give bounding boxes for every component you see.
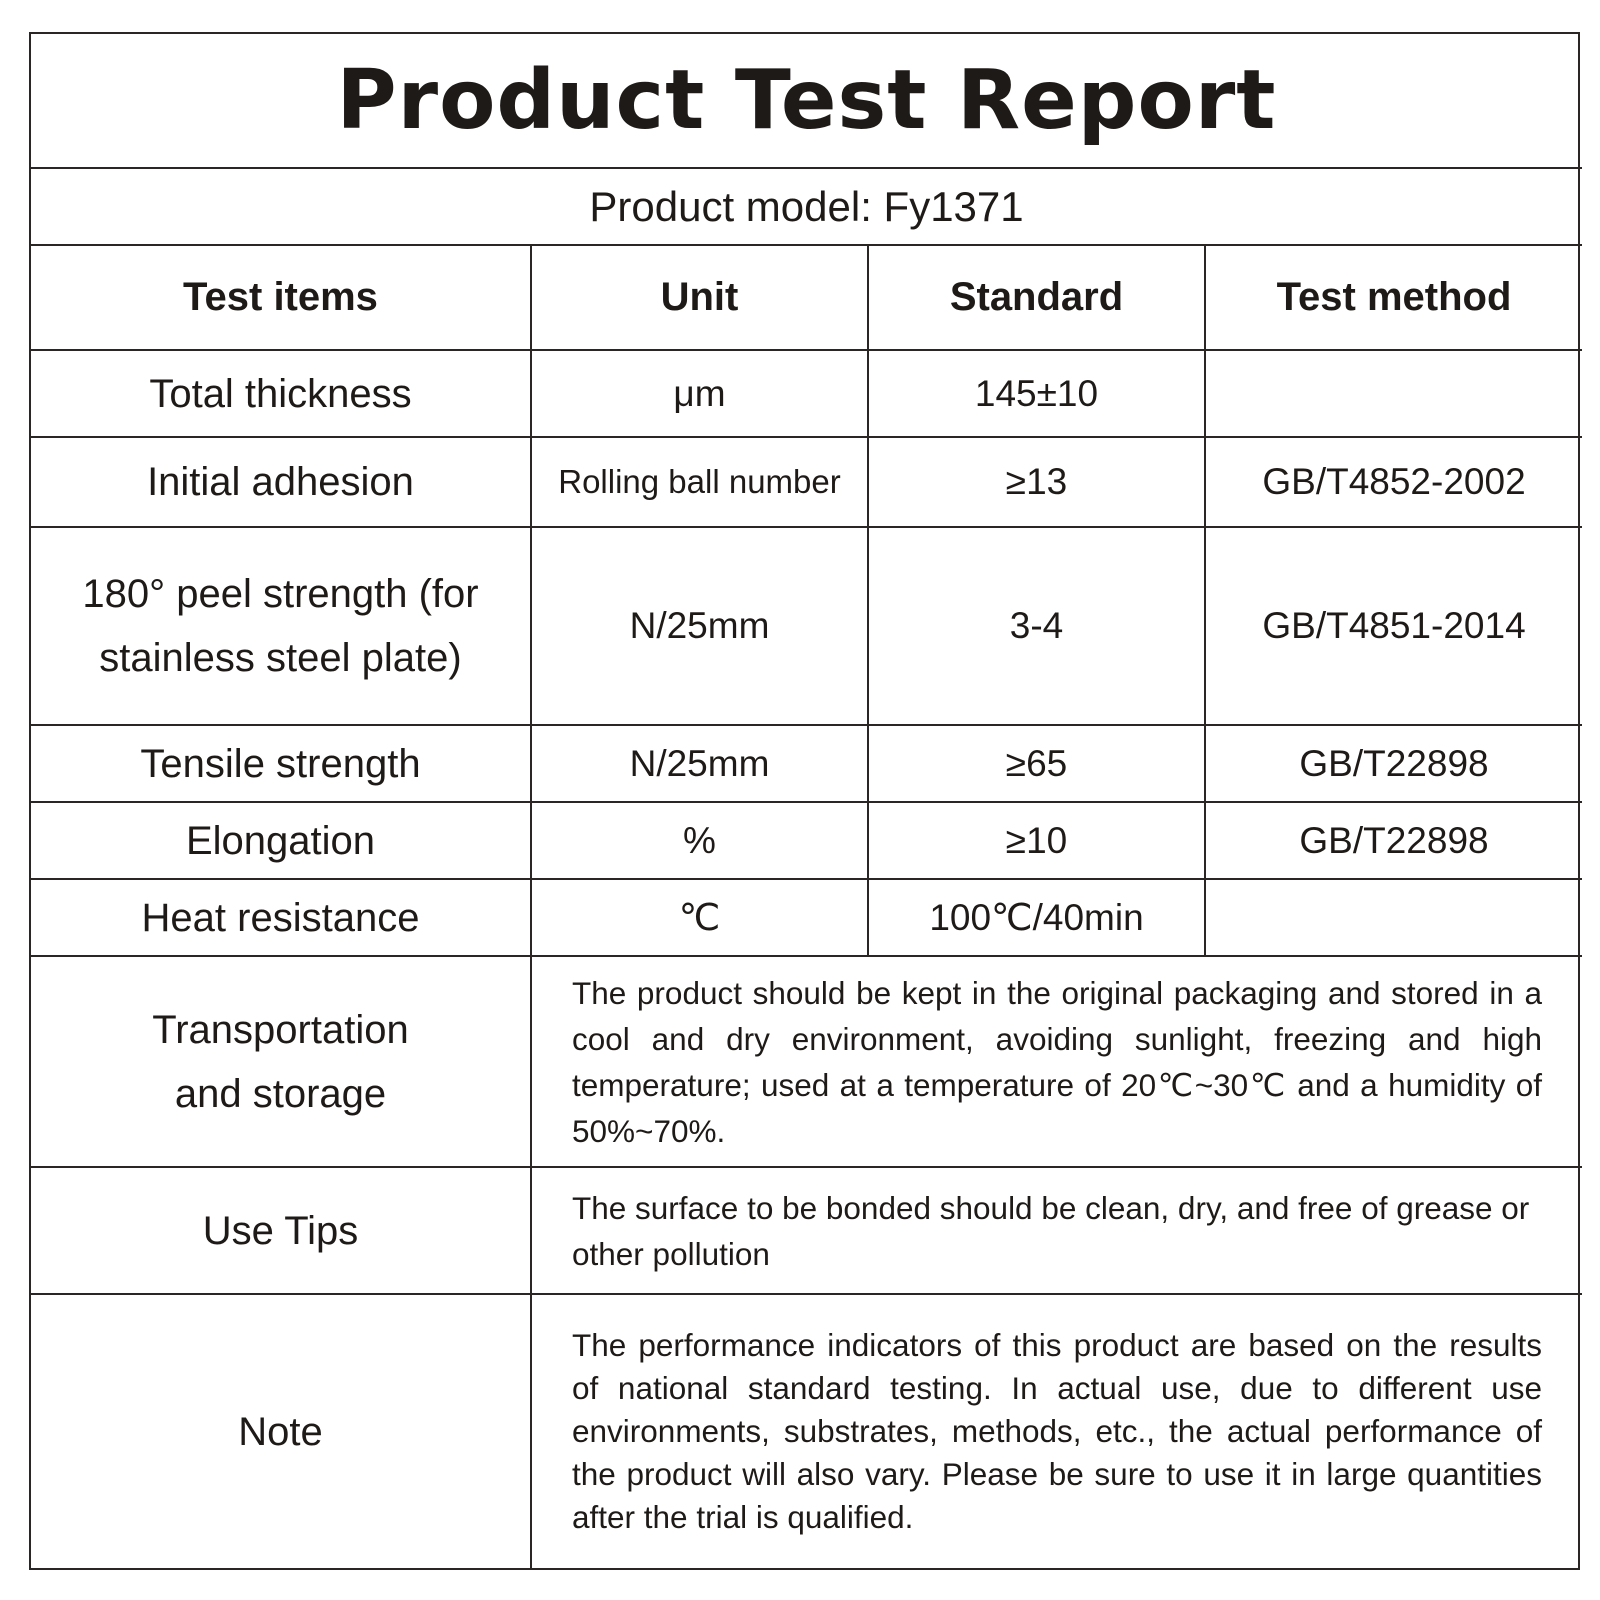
header-test-method: Test method [1205,245,1582,350]
note-label: Note [31,1294,531,1568]
title-row [31,34,1582,168]
header-row [31,245,1582,350]
method-value [1205,879,1582,956]
note-paragraph: The performance indicators of this product are based on the results of national standard testing. In actual use, due to different use environments, substrates, methods, etc., the actual performance of the product will also vary. Please be sure to use it in large quantities after the trial is qualified. [572,1327,1543,1535]
test-item [31,527,531,725]
note-row [31,1294,1582,1568]
test-item-line: stainless steel plate) [99,636,462,680]
storage-label [31,956,531,1167]
note-text [531,1294,1582,1568]
tips-paragraph: The surface to be bonded should be clean, dry, and free of grease or other pollution [572,1189,1530,1272]
table-row [31,725,1582,802]
header-unit: Unit [531,245,868,350]
report-title: Product Test Report [31,34,1582,168]
method-value [1205,350,1582,437]
standard-value: ≥65 [868,725,1205,802]
unit-value: N/25mm [531,725,868,802]
table-row [31,879,1582,956]
test-report-table [29,32,1580,1570]
method-value: GB/T22898 [1205,725,1582,802]
table-row [31,437,1582,527]
product-model: Product model: Fy1371 [31,168,1582,245]
storage-row [31,956,1582,1167]
standard-value: ≥13 [868,437,1205,527]
tips-label: Use Tips [31,1167,531,1294]
method-value: GB/T4852-2002 [1205,437,1582,527]
test-item: Heat resistance [31,879,531,956]
storage-label-line: and storage [174,1071,387,1116]
standard-value: 145±10 [868,350,1205,437]
table-row [31,350,1582,437]
standard-value: 3-4 [868,527,1205,725]
model-row [31,168,1582,245]
test-item-line: 180° peel strength (for [82,572,479,616]
tips-row [31,1167,1582,1294]
table-row [31,527,1582,725]
header-standard: Standard [868,245,1205,350]
storage-text [531,956,1582,1167]
test-item: Total thickness [31,350,531,437]
unit-value: ℃ [531,879,868,956]
tips-text [531,1167,1582,1294]
header-test-items: Test items [31,245,531,350]
table-row [31,802,1582,879]
test-item: Initial adhesion [31,437,531,527]
method-value: GB/T22898 [1205,802,1582,879]
test-item: Elongation [31,802,531,879]
storage-paragraph: The product should be kept in the original packaging and stored in a cool and dry environment, avoiding sunlight, freezing and high temperature; used at a temperature of 20℃~30℃ and a humidity of 50%~70%. [572,974,1543,1149]
unit-value: μm [531,350,868,437]
report-grid [31,34,1582,1568]
unit-value: % [531,802,868,879]
storage-label-line: Transportation [152,1007,409,1052]
standard-value: 100℃/40min [868,879,1205,956]
method-value: GB/T4851-2014 [1205,527,1582,725]
test-item: Tensile strength [31,725,531,802]
standard-value: ≥10 [868,802,1205,879]
unit-value: N/25mm [531,527,868,725]
unit-value: Rolling ball number [531,437,868,527]
